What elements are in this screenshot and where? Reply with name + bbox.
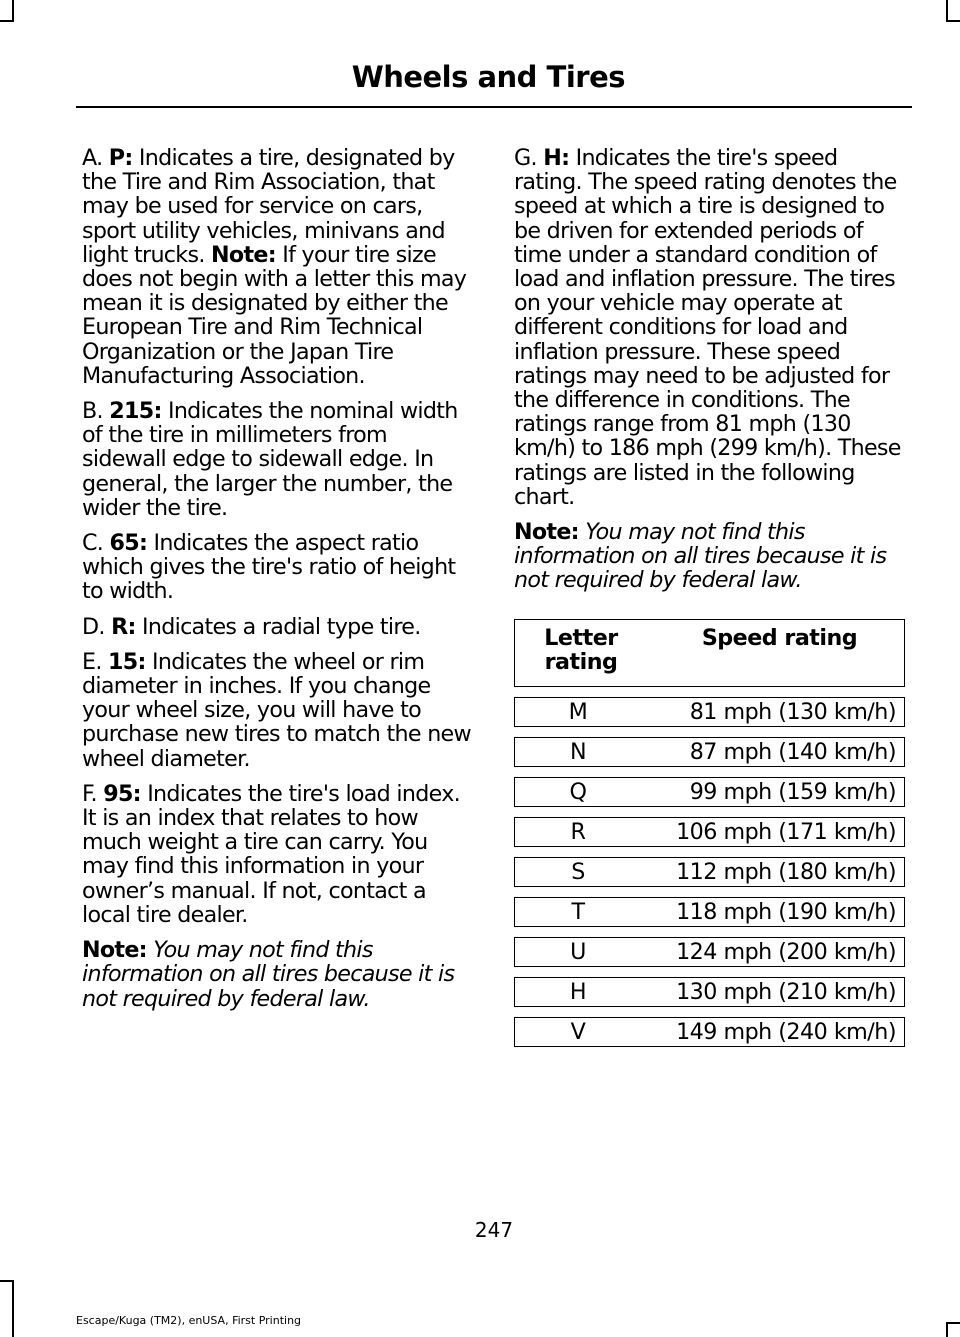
table-header-row (514, 619, 905, 687)
crop-mark (0, 20, 14, 22)
speed-cell: 106 mph (171 km/h) (647, 817, 905, 847)
paragraph-f: F. 95: Indicates the tire's load index. It is an index that relates to how much weight a tire can carry. You may find this information in your owner’s manual. If not, contact a local tire dealer. (82, 780, 460, 928)
speed-rating-table (514, 609, 905, 1057)
header-speed-rating: Speed rating (647, 619, 905, 687)
table-row (514, 937, 905, 967)
letter-cell: N (514, 737, 647, 767)
crop-mark (12, 1280, 14, 1337)
letter-cell: R (514, 817, 647, 847)
left-column (82, 146, 477, 1022)
crop-mark (0, 1280, 14, 1282)
speed-cell: 118 mph (190 km/h) (647, 897, 905, 927)
speed-cell: 149 mph (240 km/h) (647, 1017, 905, 1047)
speed-cell: 130 mph (210 km/h) (647, 977, 905, 1007)
letter-cell: Q (514, 777, 647, 807)
page-title: Wheels and Tires (351, 60, 625, 94)
table-row (514, 737, 905, 767)
left-note: Note: You may not find this information on all tires because it is not required by federal law. (82, 937, 455, 1012)
speed-cell: 99 mph (159 km/h) (647, 777, 905, 807)
footer-text: Escape/Kuga (TM2), enUSA, First Printing (76, 1314, 302, 1327)
paragraph-b: B. 215: Indicates the nominal width of the tire in millimeters from sidewall edge to sidewall edge. In general, the larger the number, the wider the tire. (82, 398, 458, 521)
speed-cell: 112 mph (180 km/h) (647, 857, 905, 887)
letter-cell: H (514, 977, 647, 1007)
speed-cell: 81 mph (130 km/h) (647, 697, 905, 727)
table-row (514, 977, 905, 1007)
table-row (514, 697, 905, 727)
table-row (514, 857, 905, 887)
speed-cell: 124 mph (200 km/h) (647, 937, 905, 967)
header-rule (76, 106, 912, 108)
paragraph-c: C. 65: Indicates the aspect ratio which gives the tire's ratio of height to width. (82, 530, 456, 605)
paragraph-e: E. 15: Indicates the wheel or rim diameter in inches. If you change your wheel size, you will have to purchase new tires to match the new wheel diameter. (82, 648, 471, 772)
paragraph-d: D. R: Indicates a radial type tire. (82, 613, 421, 640)
table-row (514, 817, 905, 847)
letter-cell: S (514, 857, 647, 887)
letter-cell: U (514, 937, 647, 967)
table-row (514, 1017, 905, 1047)
paragraph-a: A. P: Indicates a tire, designated by the Tire and Rim Association, that may be used for service on cars, sport utility vehicles, minivans and light trucks. Note: If your tire size does not begin with a letter this may mean it is designated by either the European Tire and Rim Technical Organization or the Japan Tire Manufacturing Association. (82, 145, 467, 389)
right-note: Note: You may not find this information on all tires because it is not required by federal law. (514, 519, 887, 594)
crop-mark (946, 1322, 960, 1324)
letter-cell: M (514, 697, 647, 727)
table-row (514, 897, 905, 927)
letter-cell: V (514, 1017, 647, 1047)
crop-mark (12, 0, 14, 22)
header-letter-rating: Letter rating (514, 619, 647, 687)
crop-mark (946, 20, 960, 22)
letter-cell: T (514, 897, 647, 927)
crop-mark (946, 1322, 948, 1337)
right-column (514, 146, 908, 1057)
crop-mark (946, 0, 948, 22)
speed-cell: 87 mph (140 km/h) (647, 737, 905, 767)
paragraph-g: G. H: Indicates the tire's speed rating. The speed rating denotes the speed at which a tire is designed to be driven for extended periods of time under a standard condition of load and inflation pressure. The tires on your vehicle may operate at different conditions for load and inflation pressure. These speed ratings may need to be adjusted for the difference in conditions. The ratings range from 81 mph (130 km/h) to 186 mph (299 km/h). These ratings are listed in the following chart. (514, 145, 901, 510)
table-row (514, 777, 905, 807)
page-number: 247 (474, 1218, 514, 1242)
